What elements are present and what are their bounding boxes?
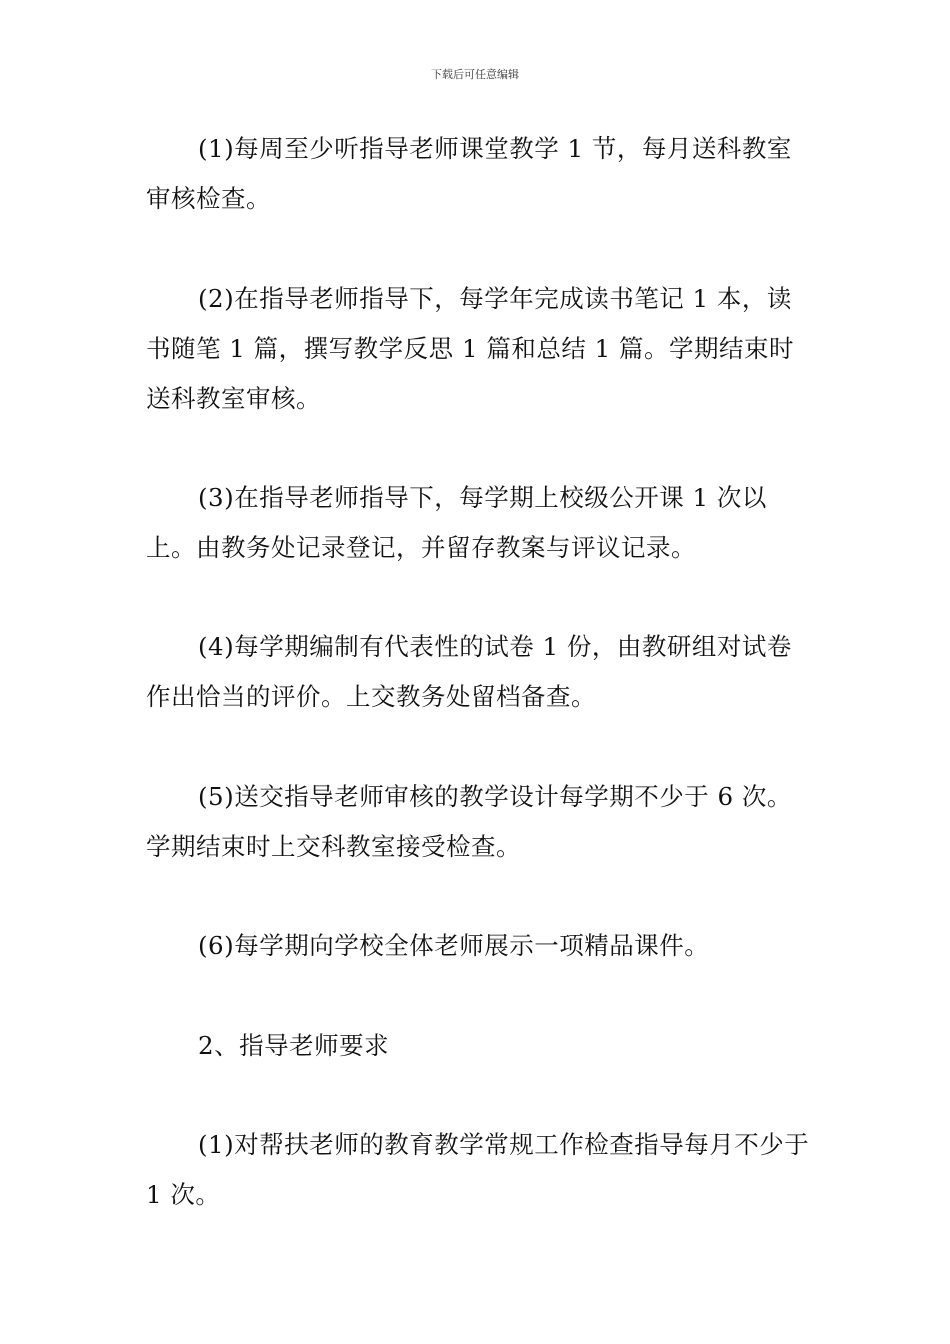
- paragraph-5: (5)送交指导老师审核的教学设计每学期不少于 6 次。学期结束时上交科教室接受检查。: [146, 782, 792, 861]
- paragraph-1: (1)每周至少听指导老师课堂教学 1 节，每月送科教室审核检查。: [146, 134, 792, 213]
- paragraph-4: (4)每学期编制有代表性的试卷 1 份，由教研组对试卷作出恰当的评价。上交教务处留档备查。: [146, 632, 792, 711]
- section-heading: 2、指导老师要求: [198, 1031, 390, 1060]
- page-header-note: 下载后可任意编辑: [431, 68, 519, 81]
- paragraph-3: (3)在指导老师指导下，每学期上校级公开课 1 次以上。由教务处记录登记，并留存教案与评议记录。: [146, 483, 767, 562]
- paragraph-6: (6)每学期向学校全体老师展示一项精品课件。: [198, 931, 710, 960]
- paragraph-2: (2)在指导老师指导下，每学年完成读书笔记 1 本，读书随笔 1 篇，撰写教学反思 1 篇和总结 1 篇。学期结束时送科教室审核。: [146, 284, 794, 413]
- paragraph-7: (1)对帮扶老师的教育教学常规工作检查指导每月不少于 1 次。: [146, 1130, 810, 1209]
